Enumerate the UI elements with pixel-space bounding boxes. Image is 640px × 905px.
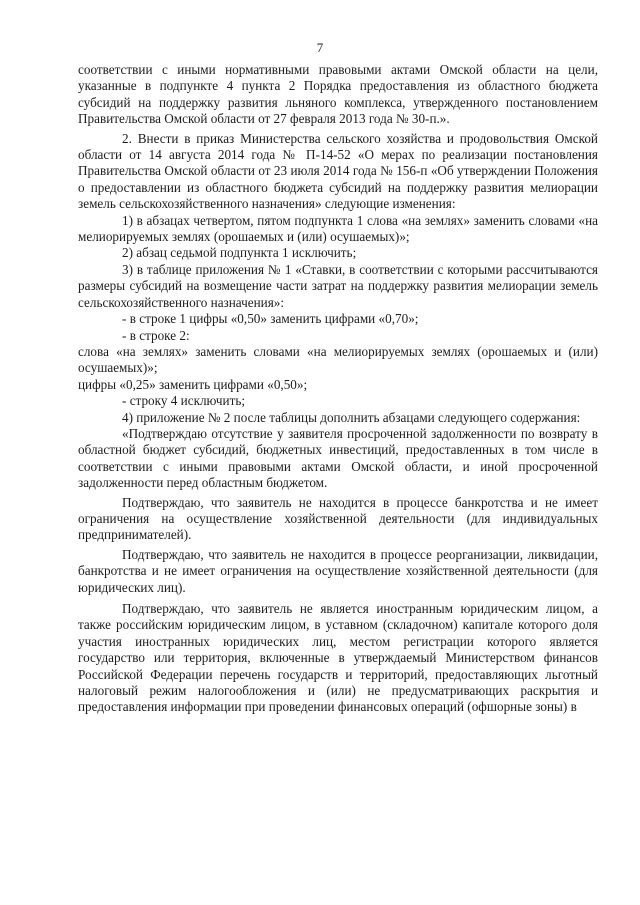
paragraph-row-2-words: слова «на землях» заменить словами «на мелиорируемых землях (орошаемых и (или) осушаемых)»; [78,343,598,376]
paragraph-item-2: 2. Внести в приказ Министерства сельского хозяйства и продовольствия Омской области от 14 августа 2014 года № П-14-52 «О мерах по реализации постановления Правительства Омской области от 23 июля 2014 года № 156-п «Об утверждении Положения о предоставлении из областного бюджета субсидий на поддержку развития мелиорации земель сельскохозяйственного назначения» следующие изменения: [78,130,598,212]
paragraph-continuation: соответствии с иными нормативными правовыми актами Омской области на цели, указанные в подпункте 4 пункта 2 Порядка предоставления из областного бюджета субсидий на поддержку развития льняного комплекса, утвержденного постановлением Правительства Омской области от 27 февраля 2013 года № 30-п.». [78,62,598,127]
paragraph-quote-debt: «Подтверждаю отсутствие у заявителя просроченной задолженности по возврату в областной бюджет субсидий, бюджетных инвестиций, предоставленных в том числе в соответствии с иными правовыми актами Омской области, и иной просроченной задолженности перед областным бюджетом. [78,425,598,491]
paragraph-subitem-4: 4) приложение № 2 после таблицы дополнить абзацами следующего содержания: [122,409,581,425]
body-text [78,62,598,716]
paragraph-subitem-2: 2) абзац седьмой подпункта 1 исключить; [122,245,357,261]
paragraph-quote-foreign: Подтверждаю, что заявитель не является иностранным юридическим лицом, а также российским юридическим лицом, в уставном (складочном) капитале которого доля участия иностранных юридических лиц, местом регистрации которого является государство или территория, включенные в утверждаемый Министерством финансов Российской Федерации перечень государств и территорий, предоставляющих льготный налоговый режим налогообложения и (или) не предусматривающих раскрытия и предоставления информации при проведении финансовых операций (офшорные зоны) в [78,601,598,715]
paragraph-subitem-1: 1) в абзацах четвертом, пятом подпункта 1 слова «на землях» заменить словами «на мелиорируемых землях (орошаемых и (или) осушаемых)»; [78,212,598,245]
paragraph-subitem-3: 3) в таблице приложения № 1 «Ставки, в соответствии с которыми рассчитываются размеры субсидий на возмещение части затрат на поддержку развития мелиорации земель сельскохозяйственного назначения»: [78,261,598,310]
page-number: 7 [316,40,324,55]
paragraph-row-2-digits: цифры «0,25» заменить цифрами «0,50»; [78,376,308,392]
paragraph-row-4: - строку 4 исключить; [122,393,246,409]
paragraph-quote-ip: Подтверждаю, что заявитель не находится в процессе банкротства и не имеет ограничения на осуществление хозяйственной деятельности (для индивидуальных предпринимателей). [78,494,598,543]
paragraph-row-1: - в строке 1 цифры «0,50» заменить цифрами «0,70»; [122,311,419,327]
paragraph-quote-legal: Подтверждаю, что заявитель не находится в процессе реорганизации, ликвидации, банкротства и не имеет ограничения на осуществление хозяйственной деятельности (для юридических лиц). [78,546,598,595]
paragraph-row-2: - в строке 2: [122,327,190,343]
